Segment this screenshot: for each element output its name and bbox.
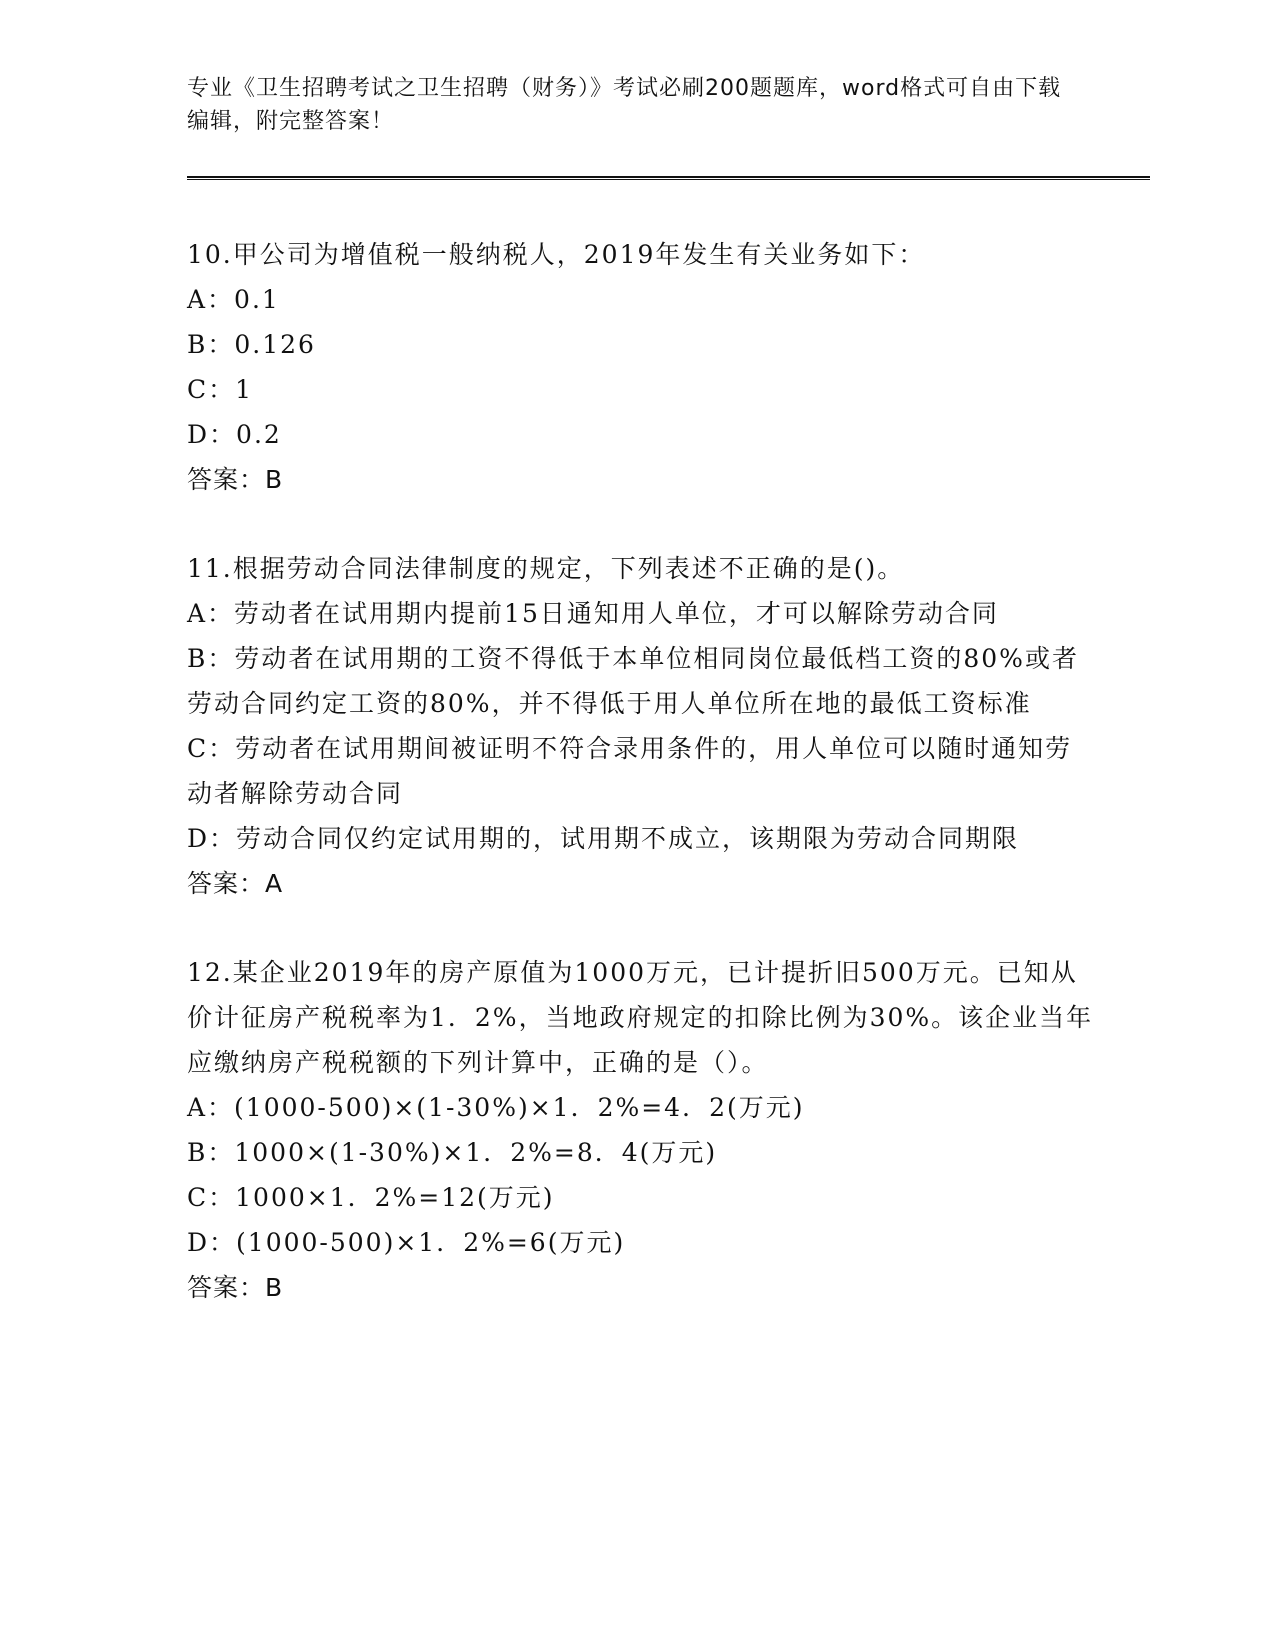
- option-d: D：(1000-500)×1．2%=6(万元): [187, 1228, 626, 1257]
- option-a: A：劳动者在试用期内提前15日通知用人单位，才可以解除劳动合同: [187, 599, 999, 628]
- option-c: C：1: [187, 375, 254, 404]
- question-12: [187, 950, 1097, 1310]
- answer: 答案：B: [187, 465, 284, 494]
- option-b: B：0.126: [187, 330, 316, 359]
- option-a: A：(1000-500)×(1-30%)×1．2%=4．2(万元): [187, 1093, 805, 1122]
- option-b: B：劳动者在试用期的工资不得低于本单位相同岗位最低档工资的80%或者劳动合同约定工资的80%，并不得低于用人单位所在地的最低工资标准: [187, 644, 1079, 718]
- option-b: B：1000×(1-30%)×1．2%=8．4(万元): [187, 1138, 718, 1167]
- option-d: D：0.2: [187, 420, 282, 449]
- document-header: 专业《卫生招聘考试之卫生招聘（财务）》考试必刷200题题库，word格式可自由下载编辑，附完整答案！: [187, 76, 1062, 134]
- option-d: D：劳动合同仅约定试用期的，试用期不成立，该期限为劳动合同期限: [187, 824, 1020, 853]
- question-list: [187, 232, 1097, 1354]
- answer: 答案：A: [187, 869, 284, 898]
- option-c: C：1000×1．2%=12(万元): [187, 1183, 555, 1212]
- option-a: A：0.1: [187, 285, 280, 314]
- question-11: [187, 546, 1097, 906]
- answer: 答案：B: [187, 1273, 284, 1302]
- question-stem: 10.甲公司为增值税一般纳税人，2019年发生有关业务如下：: [187, 240, 926, 269]
- question-10: [187, 232, 1097, 502]
- question-stem: 12.某企业2019年的房产原值为1000万元，已计提折旧500万元。已知从价计征房产税税率为1．2%，当地政府规定的扣除比例为30%。该企业当年应缴纳房产税税额的下列计算中，正确的是（）。: [187, 958, 1094, 1077]
- header-divider: [187, 176, 1150, 180]
- option-c: C：劳动者在试用期间被证明不符合录用条件的，用人单位可以随时通知劳动者解除劳动合同: [187, 734, 1073, 808]
- question-stem: 11.根据劳动合同法律制度的规定，下列表述不正确的是()。: [187, 554, 905, 583]
